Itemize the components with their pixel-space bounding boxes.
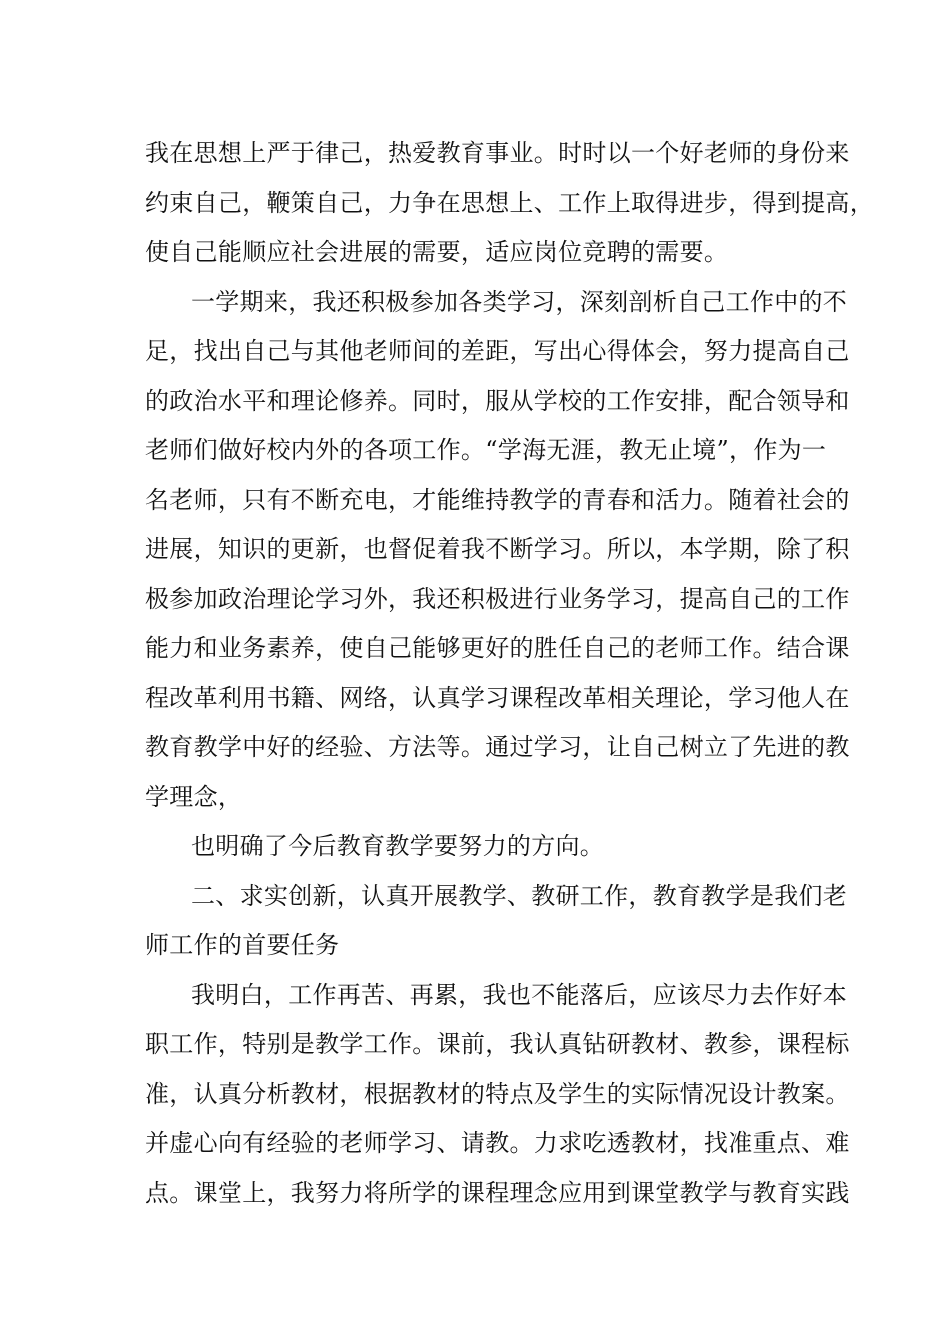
paragraph-first-line: 一学期来，我还积极参加各类学习，深刻剖析自己工作中的不: [191, 287, 848, 316]
text-line: 点。课堂上，我努力将所学的课程理念应用到课堂教学与教育实践: [145, 1178, 850, 1207]
text-line: 极参加政治理论学习外，我还积极进行业务学习，提高自己的工作: [145, 584, 850, 613]
text-line: 足，找出自己与其他老师间的差距，写出心得体会，努力提高自己: [145, 337, 850, 365]
text-line: 学理念，: [145, 782, 243, 811]
text-line: 程改革利用书籍、网络，认真学习课程改革相关理论，学习他人在: [145, 683, 850, 712]
section-heading-line: 师工作的首要任务: [145, 931, 340, 959]
text-line: 准，认真分析教材，根据教材的特点及学生的实际情况设计教案。: [145, 1079, 850, 1108]
text-line: 名老师，只有不断充电，才能维持教学的青春和活力。随着社会的: [145, 485, 850, 514]
text-line: 的政治水平和理论修养。同时，服从学校的工作安排，配合领导和: [145, 386, 850, 415]
text-line: 使自己能顺应社会进展的需要，适应岗位竞聘的需要。: [145, 238, 729, 266]
paragraph-first-line: 也明确了今后教育教学要努力的方向。: [191, 832, 605, 860]
text-line: 我在思想上严于律己，热爱教育事业。时时以一个好老师的身份来: [145, 139, 850, 167]
text-line: 并虚心向有经验的老师学习、请教。力求吃透教材，找准重点、难: [145, 1129, 850, 1157]
text-line: 约束自己，鞭策自己，力争在思想上、工作上取得进步，得到提高，: [145, 188, 874, 217]
text-line: 老师们做好校内外的各项工作。“学海无涯，教无止境”，作为一: [145, 436, 827, 464]
text-line: 职工作，特别是教学工作。课前，我认真钻研教材、教参，课程标: [145, 1030, 850, 1058]
section-heading-line: 二、求实创新，认真开展教学、教研工作，教育教学是我们老: [191, 881, 848, 910]
text-line: 能力和业务素养，使自己能够更好的胜任自己的老师工作。结合课: [145, 634, 850, 662]
text-line: 进展，知识的更新，也督促着我不断学习。所以，本学期，除了积: [145, 535, 850, 563]
text-line: 教育教学中好的经验、方法等。通过学习，让自己树立了先进的教: [145, 733, 850, 761]
paragraph-first-line: 我明白，工作再苦、再累，我也不能落后，应该尽力去作好本: [191, 980, 848, 1009]
body-text: [145, 129, 874, 1218]
